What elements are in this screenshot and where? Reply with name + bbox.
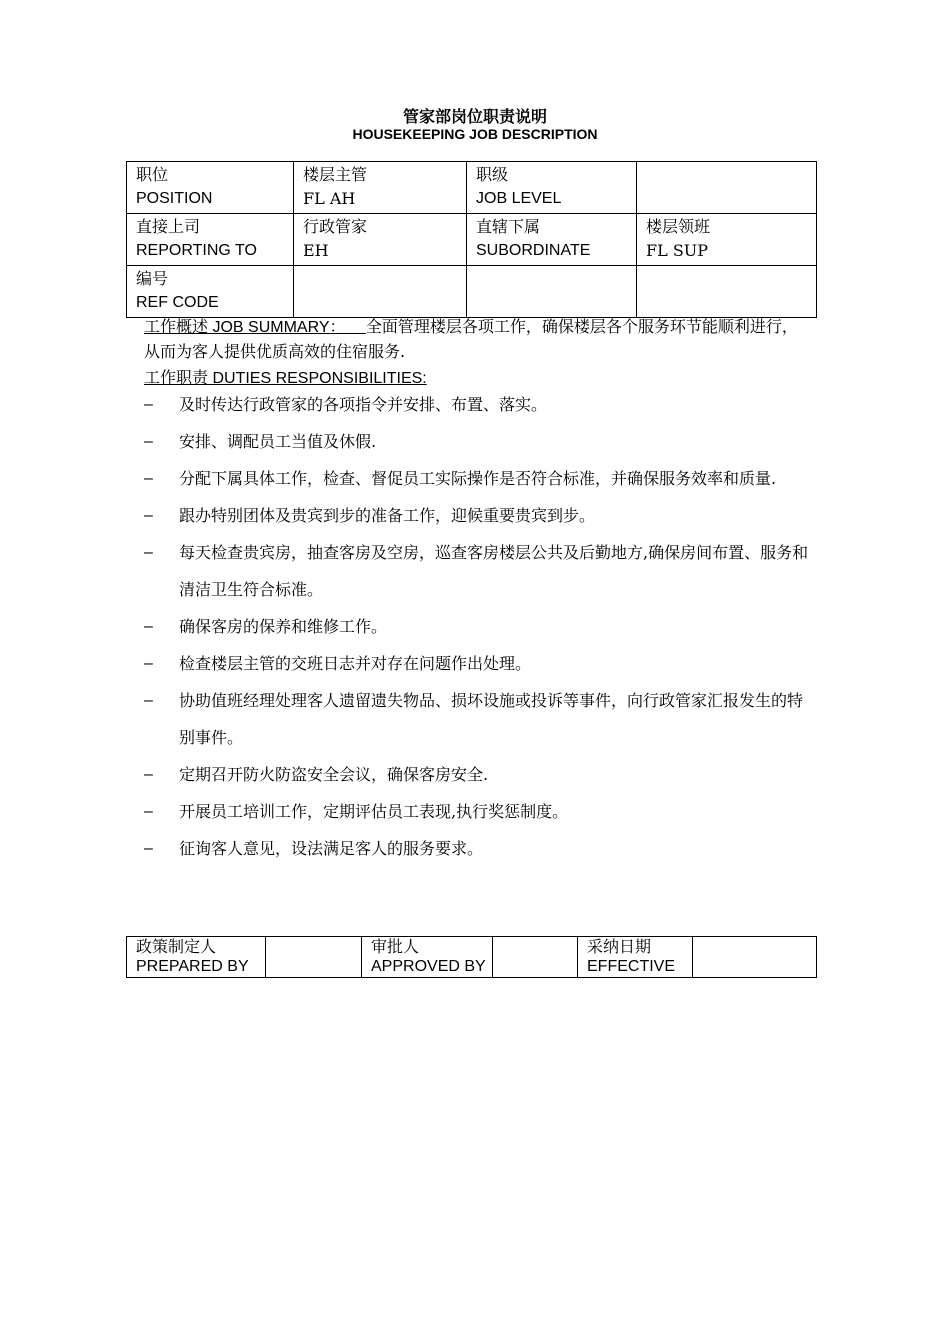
empty-cell bbox=[294, 266, 467, 318]
subordinate-value-en: FL SUP bbox=[646, 241, 709, 260]
list-item bbox=[144, 534, 809, 608]
bullet-dash: – bbox=[144, 840, 153, 857]
job-level-label-cn: 职级 bbox=[476, 165, 509, 184]
reporting-value-en: EH bbox=[303, 241, 329, 260]
summary-text: 全面管理楼层各项工作，确保楼层各个服务环节能顺利进行，从而为客人提供优质高效的住宿服务. bbox=[144, 317, 798, 361]
bullet-dash: – bbox=[144, 507, 153, 524]
prepared-label-en: PREPARED BY bbox=[136, 958, 249, 975]
reporting-value-cn: 行政管家 bbox=[303, 217, 368, 236]
list-item bbox=[144, 608, 809, 645]
duties-list bbox=[144, 386, 809, 867]
position-label-en: POSITION bbox=[136, 190, 213, 207]
empty-cell bbox=[637, 266, 817, 318]
duty-text: 检查楼层主管的交班日志并对存在问题作出处理。 bbox=[179, 654, 532, 673]
approved-label-cn: 审批人 bbox=[371, 937, 420, 956]
bullet-dash: – bbox=[144, 655, 153, 672]
prepared-label-cell bbox=[127, 937, 266, 978]
summary-label-en: JOB SUMMARY： bbox=[208, 319, 346, 336]
bullet-dash: – bbox=[144, 803, 153, 820]
effective-label-cn: 采纳日期 bbox=[587, 937, 652, 956]
subordinate-value-cn: 楼层领班 bbox=[646, 217, 711, 236]
bullet-dash: – bbox=[144, 766, 153, 783]
effective-label-en: EFFECTIVE bbox=[587, 958, 676, 975]
job-info-table bbox=[126, 161, 817, 318]
table-row bbox=[127, 214, 817, 266]
list-item bbox=[144, 756, 809, 793]
prepared-value-cell bbox=[266, 937, 362, 978]
subordinate-value-cell bbox=[637, 214, 817, 266]
list-item bbox=[144, 460, 809, 497]
duties-label-cn: 工作职责 bbox=[144, 368, 209, 387]
subordinate-label-cell bbox=[467, 214, 637, 266]
ref-label-en: REF CODE bbox=[136, 294, 219, 311]
approved-label-cell bbox=[362, 937, 493, 978]
approved-label-en: APPROVED BY bbox=[371, 958, 486, 975]
document-title-en: HOUSEKEEPING JOB DESCRIPTION bbox=[352, 126, 598, 142]
reporting-value-cell bbox=[294, 214, 467, 266]
effective-value-cell bbox=[693, 937, 817, 978]
bullet-dash: – bbox=[144, 618, 153, 635]
summary-label bbox=[144, 317, 366, 336]
job-level-label-cell bbox=[467, 162, 637, 214]
position-value-cell bbox=[294, 162, 467, 214]
bullet-dash: – bbox=[144, 433, 153, 450]
prepared-label-cn: 政策制定人 bbox=[136, 937, 217, 956]
ref-label-cell bbox=[127, 266, 294, 318]
effective-label-cell bbox=[578, 937, 693, 978]
list-item bbox=[144, 793, 809, 830]
duty-text: 跟办特别团体及贵宾到步的准备工作，迎候重要贵宾到步。 bbox=[179, 506, 596, 525]
position-label-cell bbox=[127, 162, 294, 214]
list-item bbox=[144, 682, 809, 756]
position-label-cn: 职位 bbox=[136, 165, 169, 184]
bullet-dash: – bbox=[144, 470, 153, 487]
duty-text: 每天检查贵宾房，抽查客房及空房，巡查客房楼层公共及后勤地方,确保房间布置、服务和清洁卫生符合标准。 bbox=[179, 543, 809, 599]
duty-text: 开展员工培训工作，定期评估员工表现,执行奖惩制度。 bbox=[179, 802, 569, 821]
signoff-table bbox=[126, 936, 817, 978]
list-item bbox=[144, 645, 809, 682]
position-value-en: FL AH bbox=[303, 189, 356, 208]
bullet-dash: – bbox=[144, 396, 153, 413]
duty-text: 征询客人意见，设法满足客人的服务要求。 bbox=[179, 839, 484, 858]
bullet-dash: – bbox=[144, 692, 153, 709]
job-level-label-en: JOB LEVEL bbox=[476, 190, 562, 207]
duty-text: 协助值班经理处理客人遗留遗失物品、损坏设施或投诉等事件，向行政管家汇报发生的特别事件。 bbox=[179, 691, 804, 747]
document-title-cn: 管家部岗位职责说明 bbox=[402, 107, 547, 126]
reporting-label-en: REPORTING TO bbox=[136, 242, 257, 259]
duty-text: 及时传达行政管家的各项指令并安排、布置、落实。 bbox=[179, 395, 548, 414]
reporting-label-cn: 直接上司 bbox=[136, 217, 201, 236]
list-item bbox=[144, 386, 809, 423]
duty-text: 定期召开防火防盗安全会议，确保客房安全. bbox=[179, 765, 489, 784]
table-row bbox=[127, 162, 817, 214]
summary-label-cn: 工作概述 bbox=[144, 317, 209, 336]
duty-text: 确保客房的保养和维修工作。 bbox=[179, 617, 388, 636]
bullet-dash: – bbox=[144, 544, 153, 561]
subordinate-label-en: SUBORDINATE bbox=[476, 242, 591, 259]
empty-cell bbox=[467, 266, 637, 318]
duty-text: 安排、调配员工当值及休假. bbox=[179, 432, 377, 451]
table-row bbox=[127, 937, 817, 978]
approved-value-cell bbox=[493, 937, 578, 978]
job-level-value-cell bbox=[637, 162, 817, 214]
job-summary bbox=[144, 315, 809, 364]
list-item bbox=[144, 423, 809, 460]
position-value-cn: 楼层主管 bbox=[303, 165, 368, 184]
ref-label-cn: 编号 bbox=[136, 269, 169, 288]
list-item bbox=[144, 830, 809, 867]
duty-text: 分配下属具体工作，检查、督促员工实际操作是否符合标准，并确保服务效率和质量. bbox=[179, 469, 777, 488]
table-row bbox=[127, 266, 817, 318]
subordinate-label-cn: 直辖下属 bbox=[476, 217, 541, 236]
duties-label-en: DUTIES RESPONSIBILITIES: bbox=[208, 370, 427, 387]
reporting-label-cell bbox=[127, 214, 294, 266]
list-item bbox=[144, 497, 809, 534]
